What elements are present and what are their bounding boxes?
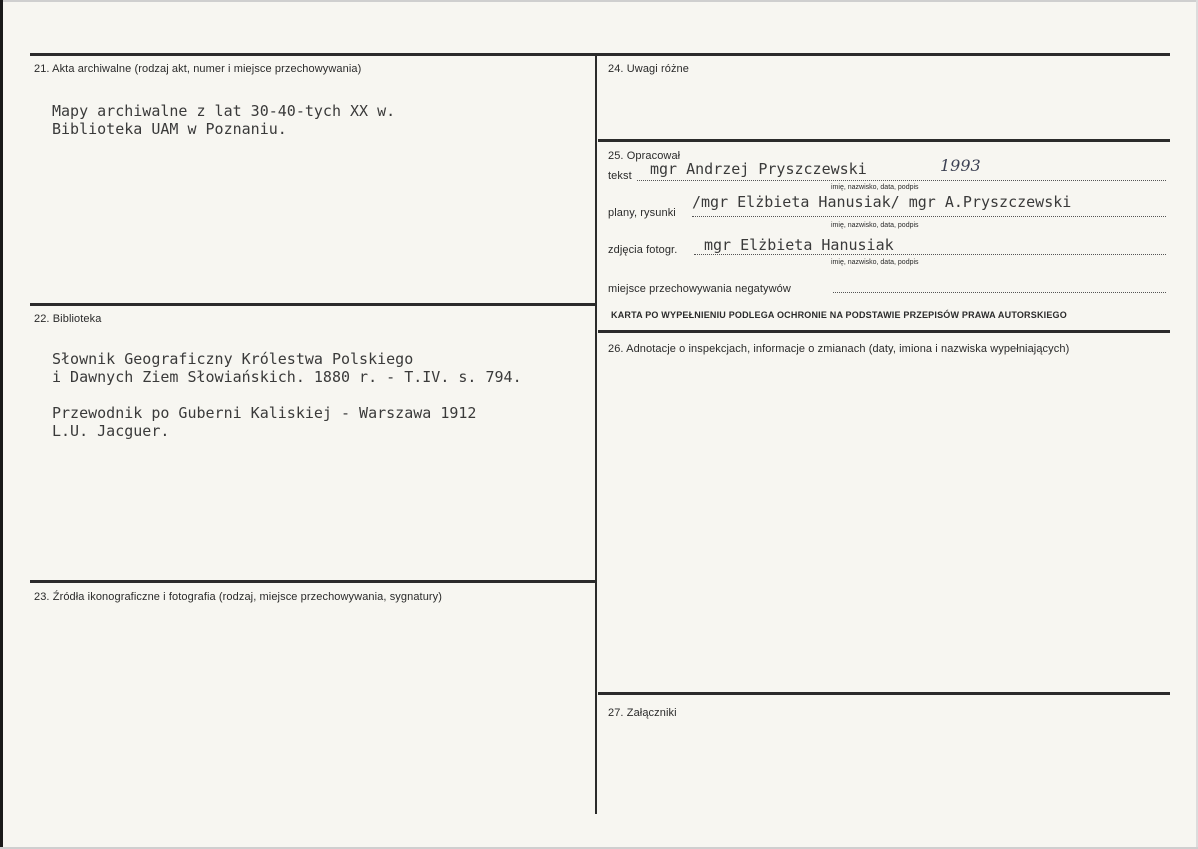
rule-top bbox=[30, 53, 1170, 56]
plany-dotted-line bbox=[692, 216, 1166, 217]
section-22-entry-2-line-1: Przewodnik po Guberni Kaliskiej - Warszawa 1912 bbox=[52, 404, 477, 422]
tekst-dotted-line bbox=[637, 180, 1166, 181]
negatywy-label: miejsce przechowywania negatywów bbox=[608, 283, 791, 295]
rule-24-25 bbox=[598, 139, 1170, 142]
rule-26-27 bbox=[598, 692, 1170, 695]
plany-label: plany, rysunki bbox=[608, 207, 676, 219]
section-24-label: 24. Uwagi różne bbox=[608, 63, 689, 75]
column-divider bbox=[595, 53, 597, 814]
section-22-entry-1-line-1: Słownik Geograficzny Królestwa Polskiego bbox=[52, 350, 414, 368]
zdjecia-label: zdjęcia fotogr. bbox=[608, 244, 678, 256]
section-21-line-1: Mapy archiwalne z lat 30-40-tych XX w. bbox=[52, 102, 396, 120]
scan-edge-left bbox=[0, 0, 3, 849]
tekst-label: tekst bbox=[608, 170, 632, 182]
section-22-entry-1-line-2: i Dawnych Ziem Słowiańskich. 1880 r. - T.IV. s. 794. bbox=[52, 368, 522, 386]
rule-21-22 bbox=[30, 303, 596, 306]
rule-25-26 bbox=[598, 330, 1170, 333]
tekst-field-hint: imię, nazwisko, data, podpis bbox=[831, 184, 919, 191]
scan-edge-top bbox=[0, 0, 1198, 2]
section-27-label: 27. Załączniki bbox=[608, 707, 677, 719]
section-23-label: 23. Źródła ikonograficzne i fotografia (rodzaj, miejsce przechowywania, sygnatury) bbox=[34, 591, 443, 603]
zdjecia-field-hint: imię, nazwisko, data, podpis bbox=[831, 259, 919, 266]
plany-field-hint: imię, nazwisko, data, podpis bbox=[831, 222, 919, 229]
section-25-label: 25. Opracował bbox=[608, 150, 681, 162]
tekst-value: mgr Andrzej Pryszczewski bbox=[650, 160, 867, 178]
section-21-line-2: Biblioteka UAM w Poznaniu. bbox=[52, 120, 287, 138]
section-21-label: 21. Akta archiwalne (rodzaj akt, numer i miejsce przechowywania) bbox=[34, 63, 362, 75]
copyright-notice: KARTA PO WYPEŁNIENIU PODLEGA OCHRONIE NA PODSTAWIE PRZEPISÓW PRAWA AUTORSKIEGO bbox=[611, 310, 1067, 320]
plany-value: /mgr Elżbieta Hanusiak/ mgr A.Pryszczewski bbox=[692, 193, 1072, 211]
negatywy-dotted-line bbox=[833, 292, 1166, 293]
section-22-entry-2-line-2: L.U. Jacguer. bbox=[52, 422, 170, 440]
tekst-handwritten-year: 1993 bbox=[940, 156, 981, 175]
rule-22-23 bbox=[30, 580, 596, 583]
section-26-label: 26. Adnotacje o inspekcjach, informacje o zmianach (daty, imiona i nazwiska wypełniających) bbox=[608, 343, 1070, 355]
zdjecia-value: mgr Elżbieta Hanusiak bbox=[704, 236, 894, 254]
section-22-label: 22. Biblioteka bbox=[34, 313, 102, 325]
